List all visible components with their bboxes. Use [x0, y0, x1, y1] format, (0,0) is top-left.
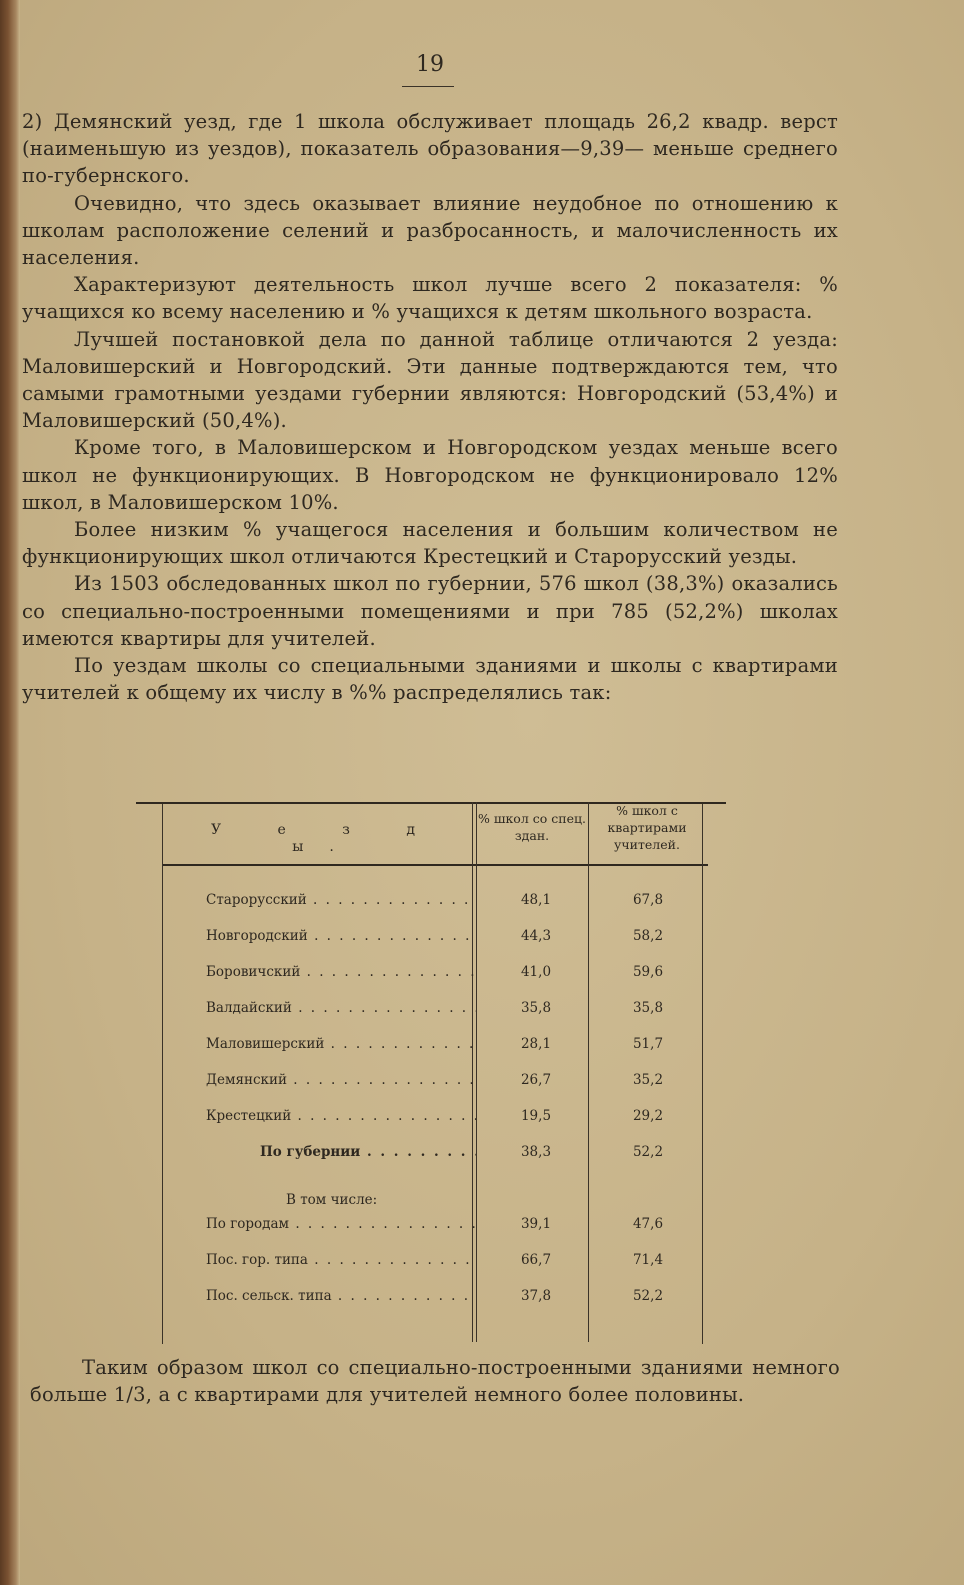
- page-number-rule: [402, 86, 454, 87]
- paragraph-5: Кроме того, в Маловишерском и Новгородском уездах меньше всего школ не функционирующих. В Новгородском не функционировало 12% школ, в Маловишерском 10%.: [22, 436, 838, 514]
- paragraph-6: Более низким % учащегося населения и большим количеством не функционирующих школ отличаются Крестецкий и Старорусский уезды.: [22, 518, 838, 569]
- paragraph-2: Очевидно, что здесь оказывает влияние неудобное по отношению к школам расположение селений и разбросанность, и малочисленность их населения.: [22, 191, 838, 270]
- teacher-apartments-value: 58,2: [632, 928, 664, 944]
- special-buildings-value: 41,0: [520, 964, 552, 980]
- teacher-apartments-value: 67,8: [632, 892, 664, 908]
- conclusion-text: [30, 1354, 840, 1408]
- special-buildings-value: 39,1: [520, 1216, 552, 1232]
- province-total-label: По губернии . . .: [206, 1142, 476, 1162]
- teacher-apartments-value: 52,2: [632, 1144, 664, 1160]
- subsection-heading: В том числе:: [286, 1192, 378, 1208]
- table-header-rule: [162, 864, 708, 866]
- special-buildings-value: 28,1: [520, 1036, 552, 1052]
- page-number: 19: [416, 52, 444, 77]
- paragraph-8: По уездам школы со специальными зданиями и школы с квартирами учителей к общему их числу в %% распределялись так:: [22, 654, 838, 705]
- table-row: [206, 1286, 706, 1306]
- paragraph-4: Лучшей постановкой дела по данной таблице отличаются 2 уезда: Маловишерский и Новгородский. Эти данные подтверждаются тем, что самыми грамотными уездами губернии являются: Новгородский (53,4%) и Маловишерский (50,4%).: [22, 327, 838, 433]
- teacher-apartments-value: 71,4: [632, 1252, 664, 1268]
- district-name: Крестецкий . . .: [206, 1106, 476, 1126]
- table-row: [206, 1250, 706, 1270]
- table-row: [206, 1106, 706, 1126]
- paragraph-3: Характеризуют деятельность школ лучше всего 2 показателя: % учащихся ко всему населению и % учащихся к детям школьного возраста.: [22, 273, 838, 324]
- body-text: [22, 108, 838, 706]
- special-buildings-value: 44,3: [520, 928, 552, 944]
- table-left-border: [162, 804, 163, 1344]
- district-name: Новгородский . . .: [206, 926, 476, 946]
- table-row: [206, 998, 706, 1018]
- settlement-type-name: По городам . . .: [206, 1214, 476, 1234]
- table-row: [206, 890, 706, 910]
- paragraph-1: 2) Демянский уезд, где 1 школа обслуживает площадь 26,2 квадр. верст (наименьшую из уездов), показатель образования—9,39— меньше среднего по-губернского.: [22, 110, 838, 188]
- header-teacher-apartments: % школ с квартирами учителей.: [607, 803, 687, 852]
- settlement-type-name: Пос. гор. типа . . .: [206, 1250, 476, 1270]
- teacher-apartments-value: 35,2: [632, 1072, 664, 1088]
- teacher-apartments-value: 35,8: [632, 1000, 664, 1016]
- teacher-apartments-value: 51,7: [632, 1036, 664, 1052]
- district-name: Маловишерский . . .: [206, 1034, 476, 1054]
- special-buildings-value: 66,7: [520, 1252, 552, 1268]
- table-row: [206, 1214, 706, 1234]
- teacher-apartments-value: 59,6: [632, 964, 664, 980]
- table-row: [206, 962, 706, 982]
- special-buildings-value: 38,3: [520, 1144, 552, 1160]
- district-name: Валдайский . . .: [206, 998, 476, 1018]
- special-buildings-value: 37,8: [520, 1288, 552, 1304]
- districts-table: [136, 802, 726, 1352]
- district-name: Демянский . . .: [206, 1070, 476, 1090]
- header-districts: У е з д ы.: [210, 822, 441, 855]
- teacher-apartments-value: 52,2: [632, 1288, 664, 1304]
- teacher-apartments-value: 47,6: [632, 1216, 664, 1232]
- district-name: Боровичский . . .: [206, 962, 476, 982]
- table-row: [206, 1034, 706, 1054]
- table-row: [206, 1070, 706, 1090]
- special-buildings-value: 35,8: [520, 1000, 552, 1016]
- paragraph-7: Из 1503 обследованных школ по губернии, 576 школ (38,3%) оказались со специально-построенными помещениями и при 785 (52,2%) школах имеются квартиры для учителей.: [22, 572, 838, 650]
- special-buildings-value: 48,1: [520, 892, 552, 908]
- special-buildings-value: 19,5: [520, 1108, 552, 1124]
- book-spine: [0, 0, 20, 1585]
- district-name: Старорусский . . .: [206, 890, 476, 910]
- teacher-apartments-value: 29,2: [632, 1108, 664, 1124]
- header-special-buildings: % школ со спец. здан.: [478, 811, 586, 843]
- special-buildings-value: 26,7: [520, 1072, 552, 1088]
- conclusion-paragraph: Таким образом школ со специально-построенными зданиями немного больше 1/3, а с квартирами для учителей немного более половины.: [30, 1356, 840, 1407]
- settlement-type-name: Пос. сельск. типа . . .: [206, 1286, 476, 1306]
- table-row: [206, 926, 706, 946]
- table-row-total: [206, 1142, 706, 1162]
